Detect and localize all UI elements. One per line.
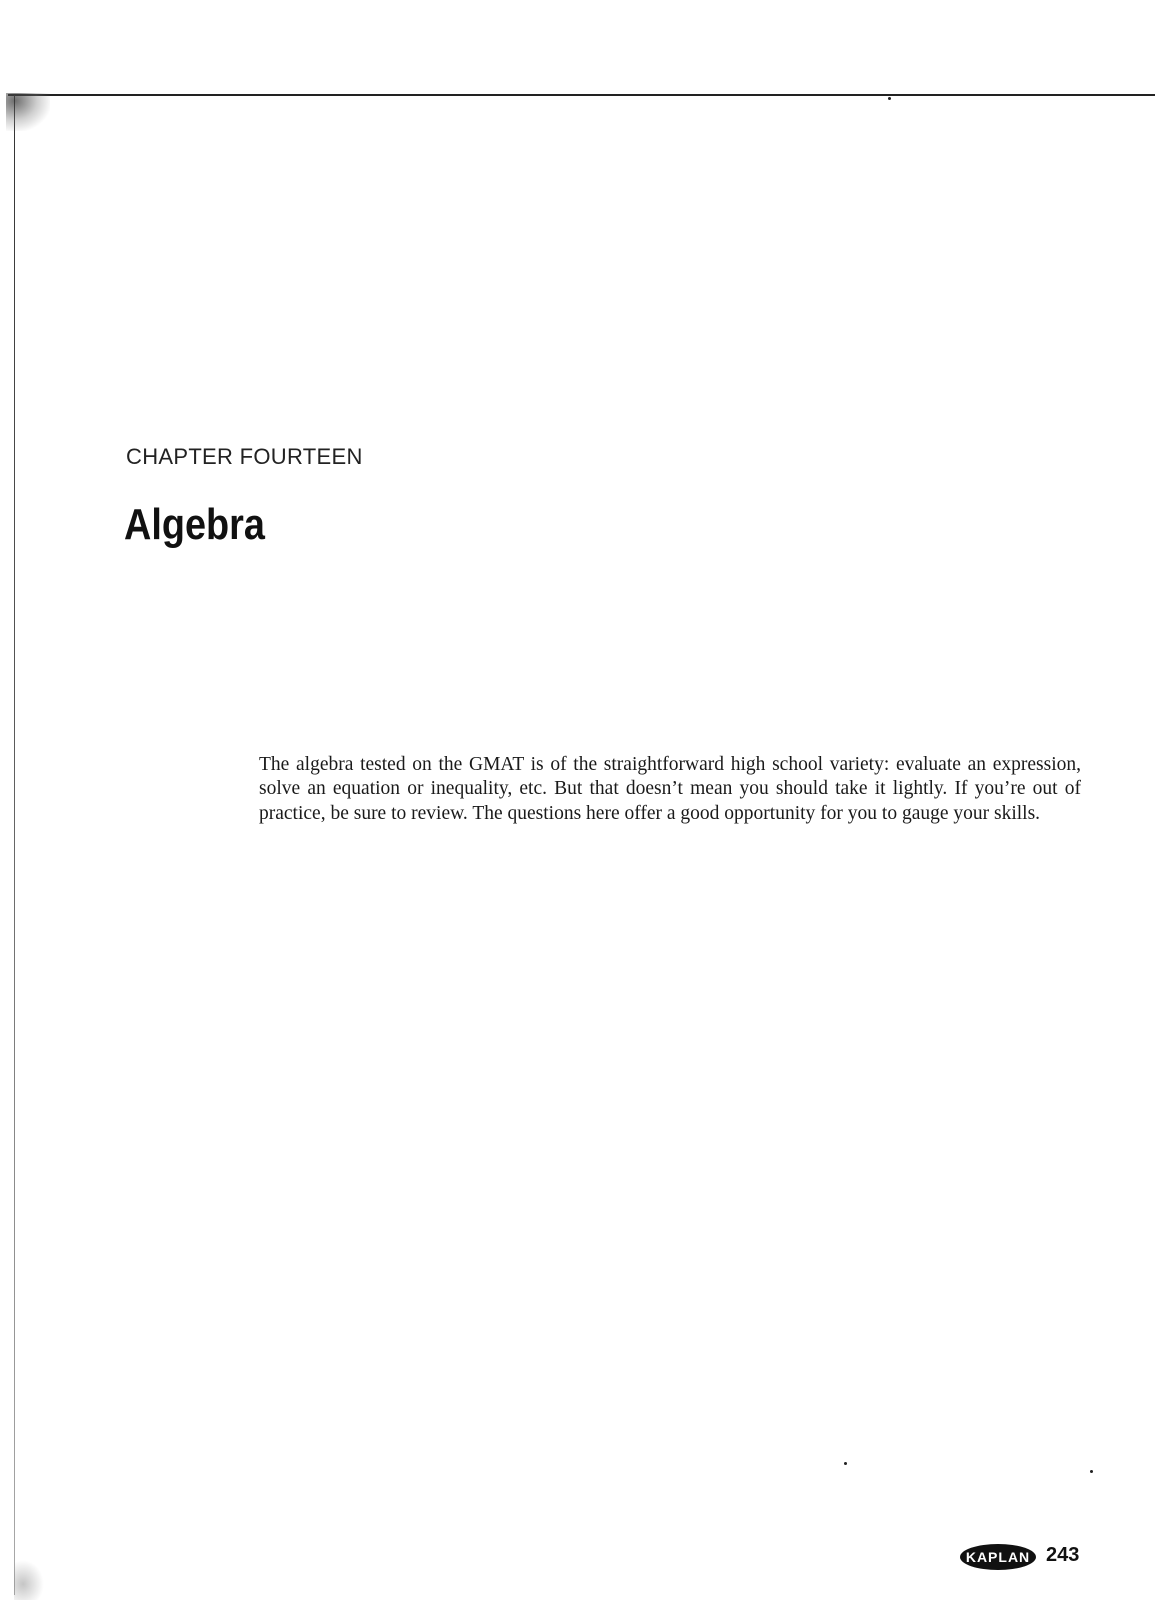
logo-text: KAPLAN <box>965 1549 1031 1565</box>
chapter-title: Algebra <box>124 500 265 549</box>
scan-corner-smudge <box>6 93 50 131</box>
chapter-label: CHAPTER FOURTEEN <box>126 444 363 469</box>
scan-speck <box>1090 1470 1093 1473</box>
kaplan-logo <box>960 1544 1036 1570</box>
left-margin-rule <box>14 95 15 1595</box>
scan-speck <box>888 97 891 100</box>
intro-paragraph: The algebra tested on the GMAT is of the straightforward high school variety: evaluate an expression, solve an equation or inequality, etc. But that doesn’t mean you should take it lightly. If you’re out of practice, be sure to review. The questions here offer a good opportunity for you to gauge your skills. <box>259 753 1081 824</box>
scan-speck <box>844 1462 847 1465</box>
page-number: 243 <box>1046 1544 1080 1566</box>
top-rule <box>8 94 1155 96</box>
scan-bottom-smudge <box>14 1560 44 1600</box>
